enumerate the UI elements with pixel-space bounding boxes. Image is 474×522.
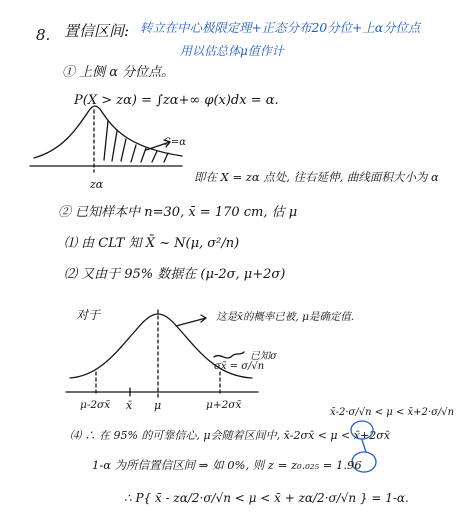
point4-conclusion: ∴ P{ x̄ - zα/2·σ/√n < μ < x̄ + zα/2·σ/√n } = 1-α. xyxy=(124,491,409,505)
point4-side-formula: x̄-2·σ/√n < μ < x̄+2·σ/√n xyxy=(330,407,455,418)
heading-blue-line2: 用以估总体μ值作计 xyxy=(180,44,284,58)
graph2-side-label: 对于 xyxy=(76,308,101,322)
point1-label: ① 上侧 α 分位点。 xyxy=(62,65,175,80)
graph2-tick-xbar: x̄ xyxy=(126,399,133,412)
graph2-annotation: 这是x̄的概率已被, μ是确定值. xyxy=(216,311,355,323)
point2-range: ⑵ 又由于 95% 数据在 (μ-2σ, μ+2σ) xyxy=(64,267,286,282)
item-number: 8. xyxy=(36,26,51,44)
graph2-sigma-tail: 已知σ xyxy=(250,351,277,362)
point2-clt: ⑴ 由 CLT 知 X̄ ~ N(μ, σ²/n) xyxy=(64,236,240,251)
point4-label: ⑷ ∴ 在 95% 的可靠信心, μ会随着区间中, x̄-2σx̄ < μ < x̄+2σx̄ xyxy=(70,429,390,442)
heading-title: 置信区间: xyxy=(64,22,130,40)
graph1-s-alpha-label: S=α xyxy=(164,137,186,148)
point1-formula: P(X > zα) = ∫zα+∞ φ(x)dx = α. xyxy=(74,93,279,108)
graph2-tick-right: μ+2σx̄ xyxy=(206,399,242,411)
graph1-z-alpha-label: zα xyxy=(90,178,104,191)
graph2-tick-mu: μ xyxy=(154,399,162,412)
point1-explanation: 即在 X = zα 点处, 往右延伸, 曲线面积大小为 α xyxy=(194,170,439,184)
point2-label: ② 已知样本中 n=30, x̄ = 170 cm, 估 μ xyxy=(58,205,298,220)
point4-general: 1-α 为所信置信区间 ⇒ 如 0%, 则 z = z₀.₀₂₅ = 1.96 xyxy=(92,458,362,472)
graph2-sigma-note: σx̄ = σ/√n xyxy=(214,361,265,372)
heading-blue-line1: 转立在中心极限定理+正态分布20分位+上α分位点 xyxy=(140,20,421,35)
graph2-tick-left: μ-2σx̄ xyxy=(80,399,111,411)
